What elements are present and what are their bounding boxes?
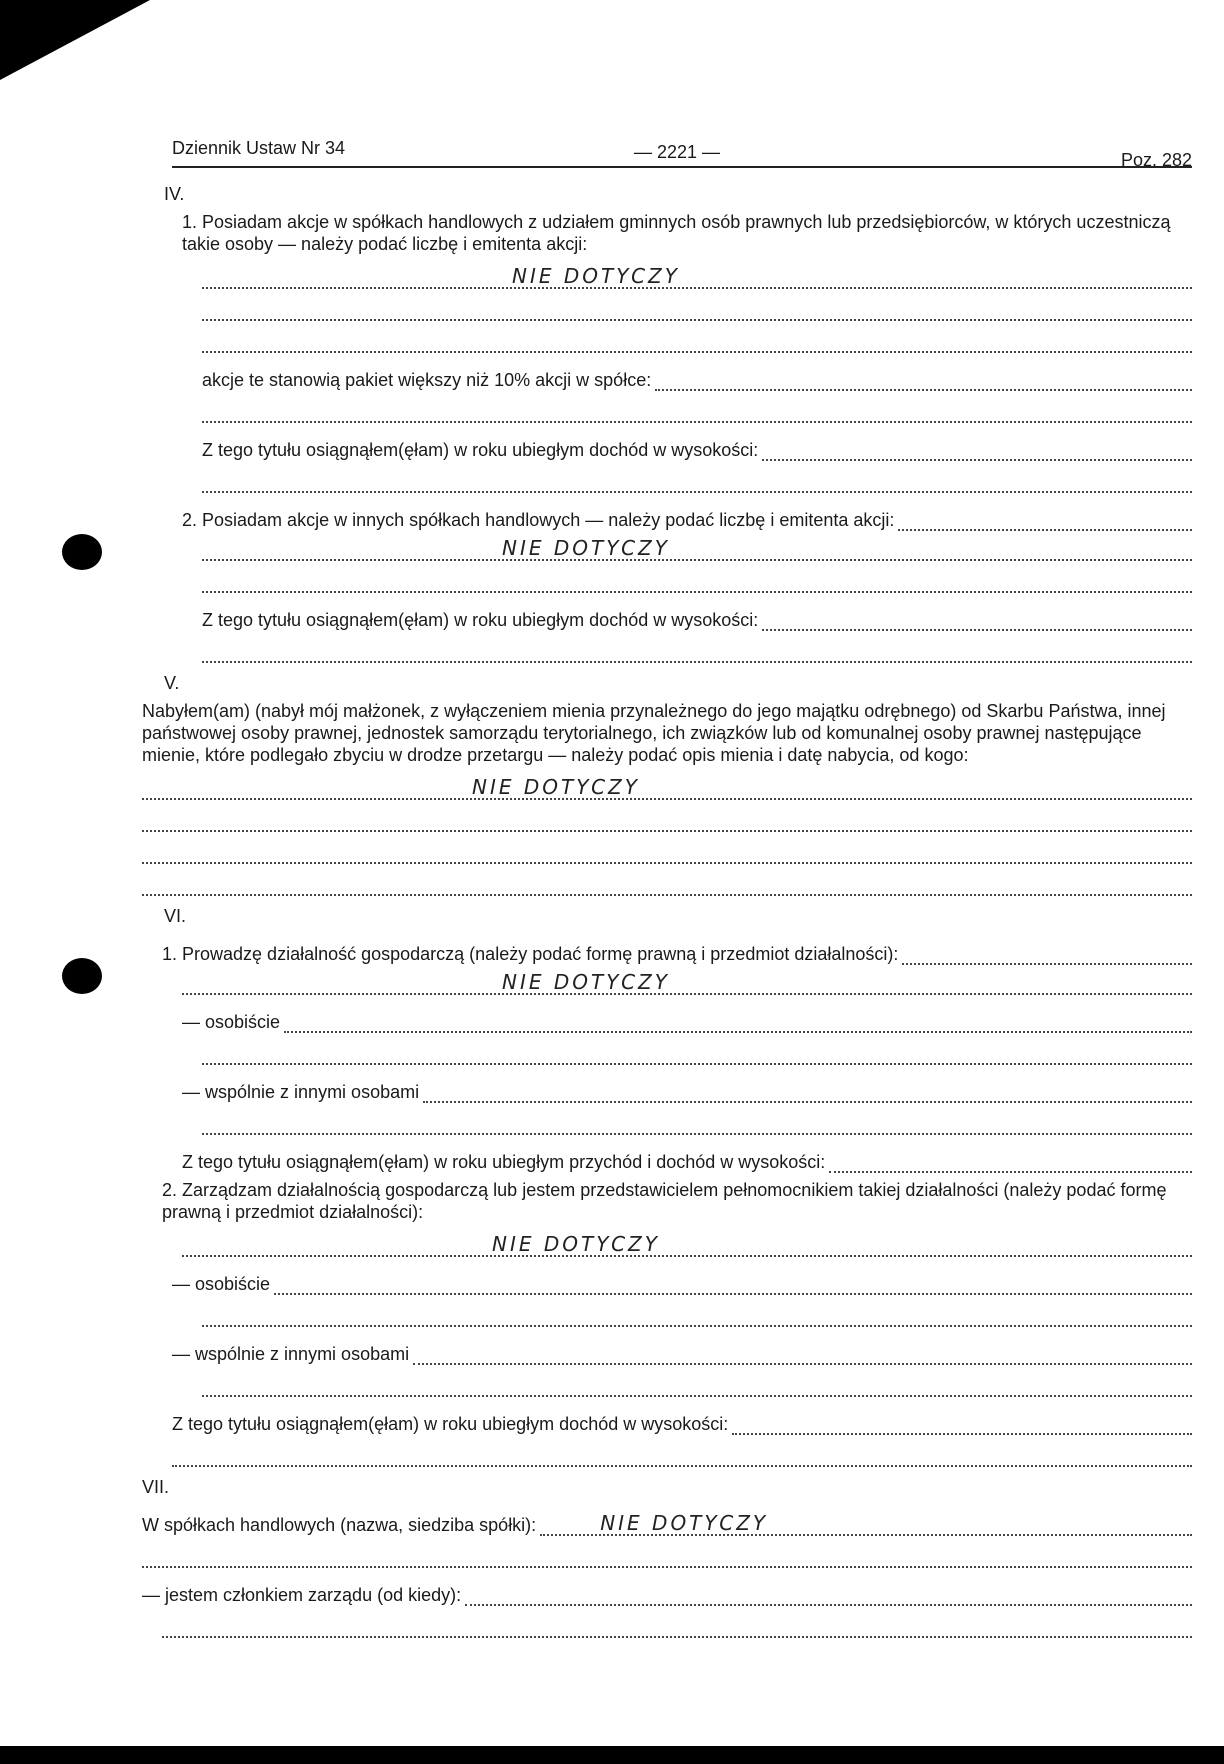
answer-line — [182, 1232, 1192, 1257]
answer-line — [202, 536, 1192, 561]
blank-line — [142, 840, 1192, 864]
answer-line — [423, 1083, 1192, 1103]
section-iv-item1: 1. Posiadam akcje w spółkach handlowych z udziałem gminnych osób prawnych lub przedsiębiorców, w których uczestniczą takie osoby — należy podać liczbę i emitenta akcji: — [182, 212, 1171, 254]
answer-line — [182, 970, 1192, 995]
answer-line — [902, 945, 1192, 965]
blank-line — [202, 399, 1192, 423]
answer-line — [413, 1345, 1192, 1365]
section-iv-item2-answer-field — [202, 531, 1192, 561]
page-number: — 2221 — — [634, 142, 721, 162]
punch-hole — [62, 958, 102, 994]
answer-line — [284, 1013, 1192, 1033]
handwritten-answer: NIE DOTYCZY — [502, 536, 670, 560]
blank-line — [202, 1041, 1192, 1065]
section-vi-personal-field — [182, 1003, 1192, 1033]
income-label: Z tego tytułu osiągnąłem(ęłam) w roku ubiegłym przychód i dochód w wysokości: — [182, 1152, 826, 1172]
section-iv-income1-field — [202, 431, 1192, 461]
handwritten-answer: NIE DOTYCZY — [472, 775, 640, 799]
section-iv-item1-field — [202, 259, 1192, 289]
joint-label: — wspólnie z innymi osobami — [182, 1082, 420, 1102]
blank-line — [202, 329, 1192, 353]
joint-label: — wspólnie z innymi osobami — [172, 1344, 410, 1364]
answer-line — [540, 1511, 1192, 1536]
handwritten-answer: NIE DOTYCZY — [600, 1511, 769, 1535]
section-vi-item2-personal-field — [172, 1265, 1192, 1295]
scan-corner-shadow — [0, 0, 150, 80]
blank-line — [142, 872, 1192, 896]
section-v-heading: V. — [164, 673, 180, 693]
personal-label: — osobiście — [172, 1274, 271, 1294]
section-vi-item1-field — [162, 935, 1192, 965]
answer-line — [762, 441, 1192, 461]
income-label: Z tego tytułu osiągnąłem(ęłam) w roku ubiegłym dochód w wysokości: — [172, 1414, 729, 1434]
packet-label: akcje te stanowią pakiet większy niż 10% akcji w spółce: — [202, 370, 652, 390]
page-header — [142, 128, 1192, 174]
blank-line — [172, 1443, 1192, 1467]
document-page — [142, 128, 1192, 1638]
blank-line — [202, 1111, 1192, 1135]
section-v-text: Nabyłem(am) (nabył mój małżonek, z wyłączeniem mienia przynależnego do jego majątku odrębnego) od Skarbu Państwa, innej państwowej osoby prawnej, jednostek samorządu terytorialnego, ich związków lub od komunalnej osoby prawnej następujące mienie, które podlegało zbyciu w drodze przetargu — należy podać opis mienia i datę nabycia, od kogo: — [142, 701, 1166, 765]
section-vi-item2-joint-field — [172, 1335, 1192, 1365]
answer-line — [202, 264, 1192, 289]
journal-title: Dziennik Ustaw Nr 34 — [172, 138, 346, 158]
answer-line — [465, 1586, 1192, 1606]
blank-line — [142, 808, 1192, 832]
blank-line — [202, 569, 1192, 593]
blank-line — [202, 297, 1192, 321]
section-vi-joint-field — [182, 1073, 1192, 1103]
income-label: Z tego tytułu osiągnąłem(ęłam) w roku ubiegłym dochód w wysokości: — [202, 440, 759, 460]
section-vi-heading: VI. — [164, 906, 187, 926]
answer-line — [762, 611, 1192, 631]
header-rule — [172, 166, 1192, 168]
section-vi-item1: 1. Prowadzę działalność gospodarczą (należy podać formę prawną i przedmiot działalności): — [162, 944, 899, 964]
blank-line — [202, 1303, 1192, 1327]
board-label: — jestem członkiem zarządu (od kiedy): — [142, 1585, 462, 1605]
answer-line — [732, 1415, 1192, 1435]
section-vi-income1-field — [182, 1143, 1192, 1173]
answer-line — [274, 1275, 1192, 1295]
position-number: Poz. 282 — [1120, 150, 1192, 170]
punch-hole — [62, 534, 102, 570]
companies-label: W spółkach handlowych (nazwa, siedziba spółki): — [142, 1515, 537, 1535]
section-vii-heading: VII. — [142, 1477, 170, 1497]
section-iv-income2-field — [202, 601, 1192, 631]
section-vii-companies-field — [142, 1506, 1192, 1536]
handwritten-answer: NIE DOTYCZY — [492, 1232, 660, 1256]
section-iv-packet-field — [202, 361, 1192, 391]
handwritten-answer: NIE DOTYCZY — [502, 970, 670, 994]
blank-line — [202, 639, 1192, 663]
answer-line — [655, 371, 1192, 391]
scan-bottom-edge — [0, 1746, 1224, 1764]
blank-line — [202, 469, 1192, 493]
section-iv-heading: IV. — [164, 184, 185, 204]
section-iv-item2: 2. Posiadam akcje w innych spółkach handlowych — należy podać liczbę i emitenta akcji: — [182, 510, 895, 530]
section-vii-board-field — [142, 1576, 1192, 1606]
section-v-answer-field — [142, 770, 1192, 800]
income-label: Z tego tytułu osiągnąłem(ęłam) w roku ubiegłym dochód w wysokości: — [202, 610, 759, 630]
blank-line — [162, 1614, 1192, 1638]
section-vi-item2-answer-field — [182, 1227, 1192, 1257]
section-vi-income2-field — [172, 1405, 1192, 1435]
blank-line — [202, 1373, 1192, 1397]
personal-label: — osobiście — [182, 1012, 281, 1032]
answer-line — [142, 775, 1192, 800]
answer-line — [898, 511, 1192, 531]
blank-line — [142, 1544, 1192, 1568]
section-iv-item2-field — [182, 501, 1192, 531]
answer-line — [829, 1153, 1192, 1173]
section-vi-item2: 2. Zarządzam działalnością gospodarczą lub jestem przedstawicielem pełnomocnikiem takiej działalności (należy podać formę prawną i przedmiot działalności): — [162, 1180, 1167, 1222]
handwritten-answer: NIE DOTYCZY — [512, 264, 680, 288]
section-vi-item1-answer-field — [182, 965, 1192, 995]
